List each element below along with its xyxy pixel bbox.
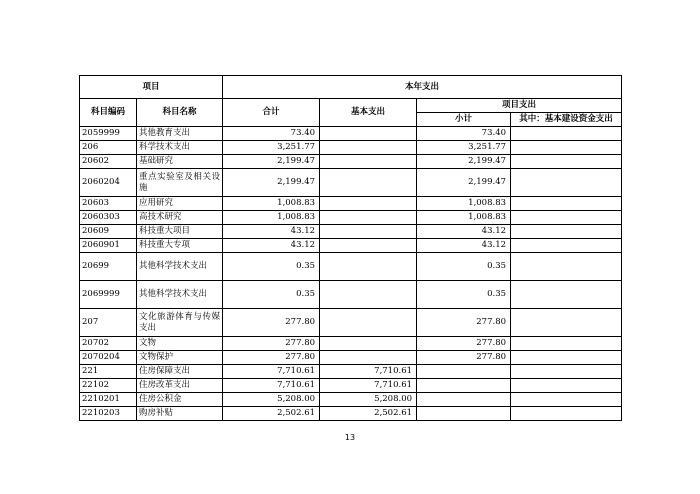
cell-total: 7,710.61 bbox=[223, 379, 320, 393]
header-of-which-capital: 其中：基本建设资金支出 bbox=[511, 113, 622, 127]
cell-subject-code: 20602 bbox=[80, 155, 137, 169]
cell-subject-code: 20699 bbox=[80, 253, 137, 281]
cell-capital bbox=[511, 127, 622, 141]
cell-subject-code: 2060204 bbox=[80, 169, 137, 197]
cell-total: 1,008.83 bbox=[223, 197, 320, 211]
cell-basic-expense bbox=[320, 211, 417, 225]
cell-subject-name: 应用研究 bbox=[137, 197, 223, 211]
header-subject-name: 科目名称 bbox=[137, 99, 223, 127]
cell-capital bbox=[511, 197, 622, 211]
cell-total: 5,208.00 bbox=[223, 393, 320, 407]
cell-subtotal: 0.35 bbox=[417, 253, 511, 281]
cell-basic-expense bbox=[320, 169, 417, 197]
cell-total: 277.80 bbox=[223, 351, 320, 365]
cell-subject-name: 其他科学技术支出 bbox=[137, 253, 223, 281]
cell-subject-name: 高技术研究 bbox=[137, 211, 223, 225]
cell-subject-code: 2210203 bbox=[80, 407, 137, 421]
cell-subject-name: 住房改革支出 bbox=[137, 379, 223, 393]
cell-subject-code: 206 bbox=[80, 141, 137, 155]
header-total: 合计 bbox=[223, 99, 320, 127]
expense-table-container bbox=[79, 75, 621, 421]
cell-subtotal: 277.80 bbox=[417, 337, 511, 351]
cell-total: 43.12 bbox=[223, 225, 320, 239]
cell-capital bbox=[511, 155, 622, 169]
cell-subject-code: 20702 bbox=[80, 337, 137, 351]
cell-basic-expense bbox=[320, 127, 417, 141]
cell-basic-expense bbox=[320, 141, 417, 155]
cell-total: 277.80 bbox=[223, 309, 320, 337]
header-basic-expense: 基本支出 bbox=[320, 99, 417, 127]
cell-subtotal: 277.80 bbox=[417, 351, 511, 365]
table-row bbox=[80, 379, 622, 393]
cell-basic-expense bbox=[320, 225, 417, 239]
table-body bbox=[80, 127, 622, 421]
table-row bbox=[80, 127, 622, 141]
cell-total: 0.35 bbox=[223, 281, 320, 309]
cell-subject-name: 基础研究 bbox=[137, 155, 223, 169]
cell-basic-expense bbox=[320, 253, 417, 281]
cell-basic-expense: 5,208.00 bbox=[320, 393, 417, 407]
cell-subject-name: 住房公积金 bbox=[137, 393, 223, 407]
table-row bbox=[80, 197, 622, 211]
header-subject-code: 科目编码 bbox=[80, 99, 137, 127]
table-row bbox=[80, 239, 622, 253]
cell-capital bbox=[511, 407, 622, 421]
header-current-year-expense: 本年支出 bbox=[223, 76, 622, 99]
cell-capital bbox=[511, 225, 622, 239]
cell-subject-code: 2059999 bbox=[80, 127, 137, 141]
cell-capital bbox=[511, 253, 622, 281]
cell-subject-code: 22102 bbox=[80, 379, 137, 393]
cell-total: 2,199.47 bbox=[223, 155, 320, 169]
cell-capital bbox=[511, 141, 622, 155]
cell-subject-code: 2060901 bbox=[80, 239, 137, 253]
cell-basic-expense bbox=[320, 155, 417, 169]
cell-capital bbox=[511, 351, 622, 365]
cell-basic-expense: 7,710.61 bbox=[320, 379, 417, 393]
cell-subtotal bbox=[417, 407, 511, 421]
page-number: 13 bbox=[344, 433, 356, 442]
expense-table bbox=[79, 75, 622, 421]
header-project: 项目 bbox=[80, 76, 223, 99]
cell-subtotal bbox=[417, 379, 511, 393]
cell-basic-expense bbox=[320, 351, 417, 365]
cell-subject-name: 文化旅游体育与传媒支出 bbox=[137, 309, 223, 337]
cell-capital bbox=[511, 365, 622, 379]
cell-basic-expense bbox=[320, 239, 417, 253]
cell-subject-name: 其他教育支出 bbox=[137, 127, 223, 141]
cell-capital bbox=[511, 239, 622, 253]
table-row bbox=[80, 337, 622, 351]
table-row bbox=[80, 155, 622, 169]
table-row bbox=[80, 211, 622, 225]
cell-total: 1,008.83 bbox=[223, 211, 320, 225]
cell-total: 2,502.61 bbox=[223, 407, 320, 421]
table-row bbox=[80, 281, 622, 309]
cell-subject-name: 购房补贴 bbox=[137, 407, 223, 421]
cell-capital bbox=[511, 393, 622, 407]
cell-subject-name: 科学技术支出 bbox=[137, 141, 223, 155]
cell-subject-code: 2210201 bbox=[80, 393, 137, 407]
cell-subject-code: 20609 bbox=[80, 225, 137, 239]
table-row bbox=[80, 253, 622, 281]
cell-subtotal: 2,199.47 bbox=[417, 169, 511, 197]
cell-subtotal: 1,008.83 bbox=[417, 197, 511, 211]
cell-subtotal: 43.12 bbox=[417, 225, 511, 239]
cell-capital bbox=[511, 211, 622, 225]
header-subtotal: 小计 bbox=[417, 113, 511, 127]
cell-subject-name: 文物保护 bbox=[137, 351, 223, 365]
table-row bbox=[80, 169, 622, 197]
cell-subject-code: 221 bbox=[80, 365, 137, 379]
cell-basic-expense bbox=[320, 281, 417, 309]
cell-total: 2,199.47 bbox=[223, 169, 320, 197]
cell-subject-name: 科技重大专项 bbox=[137, 239, 223, 253]
cell-total: 0.35 bbox=[223, 253, 320, 281]
cell-total: 277.80 bbox=[223, 337, 320, 351]
table-header bbox=[80, 76, 622, 127]
cell-basic-expense bbox=[320, 309, 417, 337]
cell-basic-expense: 7,710.61 bbox=[320, 365, 417, 379]
cell-subtotal bbox=[417, 393, 511, 407]
cell-subtotal: 1,008.83 bbox=[417, 211, 511, 225]
cell-total: 3,251.77 bbox=[223, 141, 320, 155]
cell-subject-name: 住房保障支出 bbox=[137, 365, 223, 379]
cell-subject-code: 207 bbox=[80, 309, 137, 337]
cell-subtotal: 277.80 bbox=[417, 309, 511, 337]
cell-subject-code: 2060303 bbox=[80, 211, 137, 225]
cell-subject-name: 科技重大项目 bbox=[137, 225, 223, 239]
cell-basic-expense bbox=[320, 197, 417, 211]
cell-subtotal: 0.35 bbox=[417, 281, 511, 309]
header-project-expense: 项目支出 bbox=[417, 99, 622, 113]
cell-subtotal: 2,199.47 bbox=[417, 155, 511, 169]
cell-subtotal: 43.12 bbox=[417, 239, 511, 253]
table-row bbox=[80, 393, 622, 407]
cell-subject-name: 重点实验室及相关设施 bbox=[137, 169, 223, 197]
cell-subject-code: 2069999 bbox=[80, 281, 137, 309]
cell-subject-code: 2070204 bbox=[80, 351, 137, 365]
cell-capital bbox=[511, 169, 622, 197]
cell-subject-name: 文物 bbox=[137, 337, 223, 351]
table-row bbox=[80, 365, 622, 379]
cell-subject-name: 其他科学技术支出 bbox=[137, 281, 223, 309]
cell-basic-expense: 2,502.61 bbox=[320, 407, 417, 421]
table-row bbox=[80, 351, 622, 365]
cell-subtotal: 3,251.77 bbox=[417, 141, 511, 155]
cell-capital bbox=[511, 379, 622, 393]
cell-subject-code: 20603 bbox=[80, 197, 137, 211]
cell-basic-expense bbox=[320, 337, 417, 351]
cell-total: 73.40 bbox=[223, 127, 320, 141]
cell-subtotal: 73.40 bbox=[417, 127, 511, 141]
table-row bbox=[80, 141, 622, 155]
table-row bbox=[80, 407, 622, 421]
table-row bbox=[80, 225, 622, 239]
cell-subtotal bbox=[417, 365, 511, 379]
cell-total: 43.12 bbox=[223, 239, 320, 253]
cell-capital bbox=[511, 337, 622, 351]
cell-capital bbox=[511, 281, 622, 309]
table-row bbox=[80, 309, 622, 337]
cell-total: 7,710.61 bbox=[223, 365, 320, 379]
cell-capital bbox=[511, 309, 622, 337]
